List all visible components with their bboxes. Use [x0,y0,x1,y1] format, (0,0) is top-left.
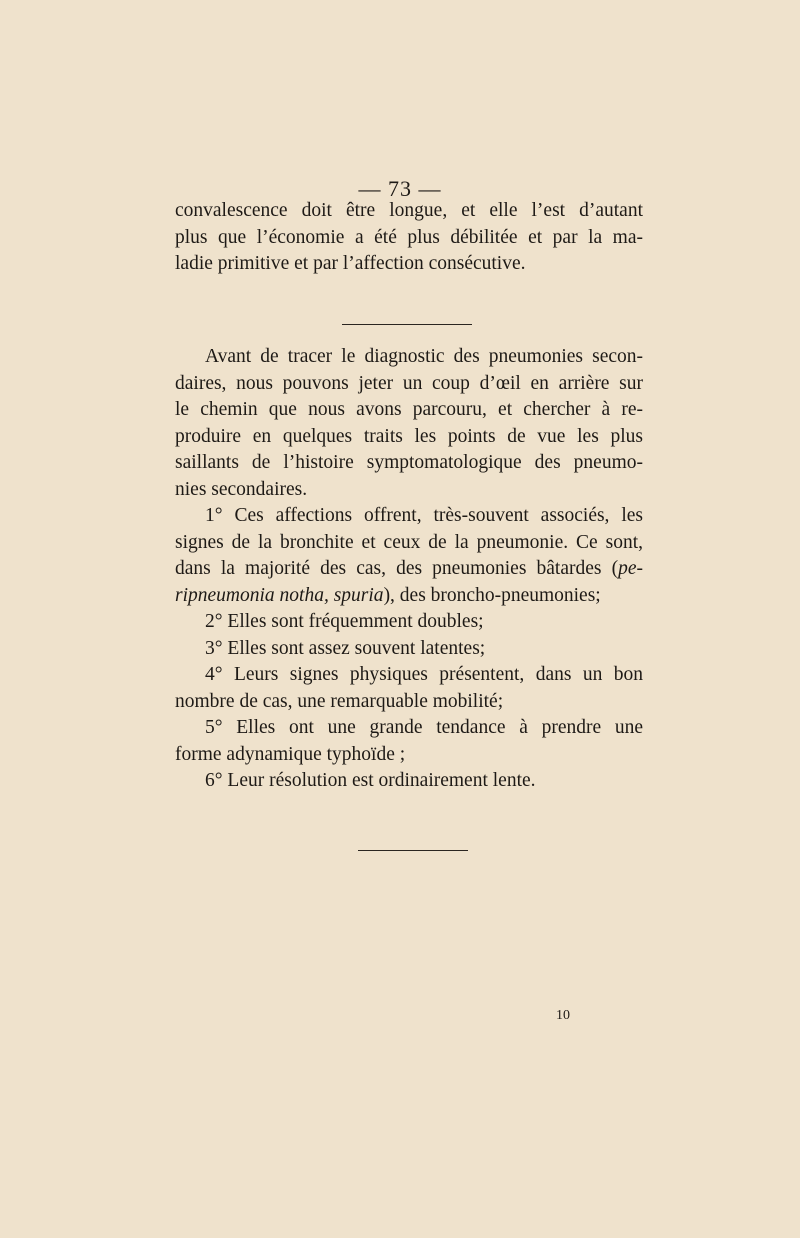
section-divider [358,850,468,851]
signature-mark: 10 [556,1008,570,1023]
list-item-5: 5° Elles ont une grande tendance à prendre une [205,717,643,738]
text-line: nombre de cas, une remarquable mobilité; [175,690,504,712]
text-line: produire en quelques traits les points de vue les plus [175,425,643,447]
text-fragment: ), des broncho-pneumonies; [383,584,601,606]
text-line: daires, nous pouvons jeter un coup d’œil en arrière sur [175,372,643,394]
text-line: convalescence doit être longue, et elle l’est d’autant [175,200,643,221]
text-line: ladie primitive et par l’affection consécutive. [175,253,526,274]
italic-term: ripneumonia notha, spuria [175,584,384,606]
text-line [175,583,643,610]
text-line: saillants de l’histoire symptomatologique des pneumo- [175,452,643,473]
text-line: le chemin que nous avons parcouru, et chercher à re- [175,399,643,420]
italic-term: pe- [618,558,643,579]
list-item-3: 3° Elles sont assez souvent latentes; [205,637,486,659]
page-number-header: — 73 — [358,176,442,201]
section-divider [342,324,472,325]
list-item-2: 2° Elles sont fréquemment doubles; [205,611,484,632]
list-item-1: 1° Ces affections offrent, très-souvent associés, les [205,505,643,526]
text-line: forme adynamique typhoïde ; [175,743,406,765]
text-line: plus que l’économie a été plus débilitée et par la ma- [175,226,643,248]
text-line: signes de la bronchite et ceux de la pneumonie. Ce sont, [175,531,643,553]
text-line: Avant de tracer le diagnostic des pneumonies secon- [205,346,643,367]
text-line: nies secondaires. [175,478,308,500]
paragraph-continuation [175,198,643,278]
list-item-4: 4° Leurs signes physiques présentent, dans un bon [205,664,643,685]
list-item-6: 6° Leur résolution est ordinairement lente. [205,770,536,791]
text-fragment: dans la majorité des cas, des pneumonies bâtardes ( [175,558,619,579]
summary-section [175,344,643,795]
text-line [175,556,643,583]
